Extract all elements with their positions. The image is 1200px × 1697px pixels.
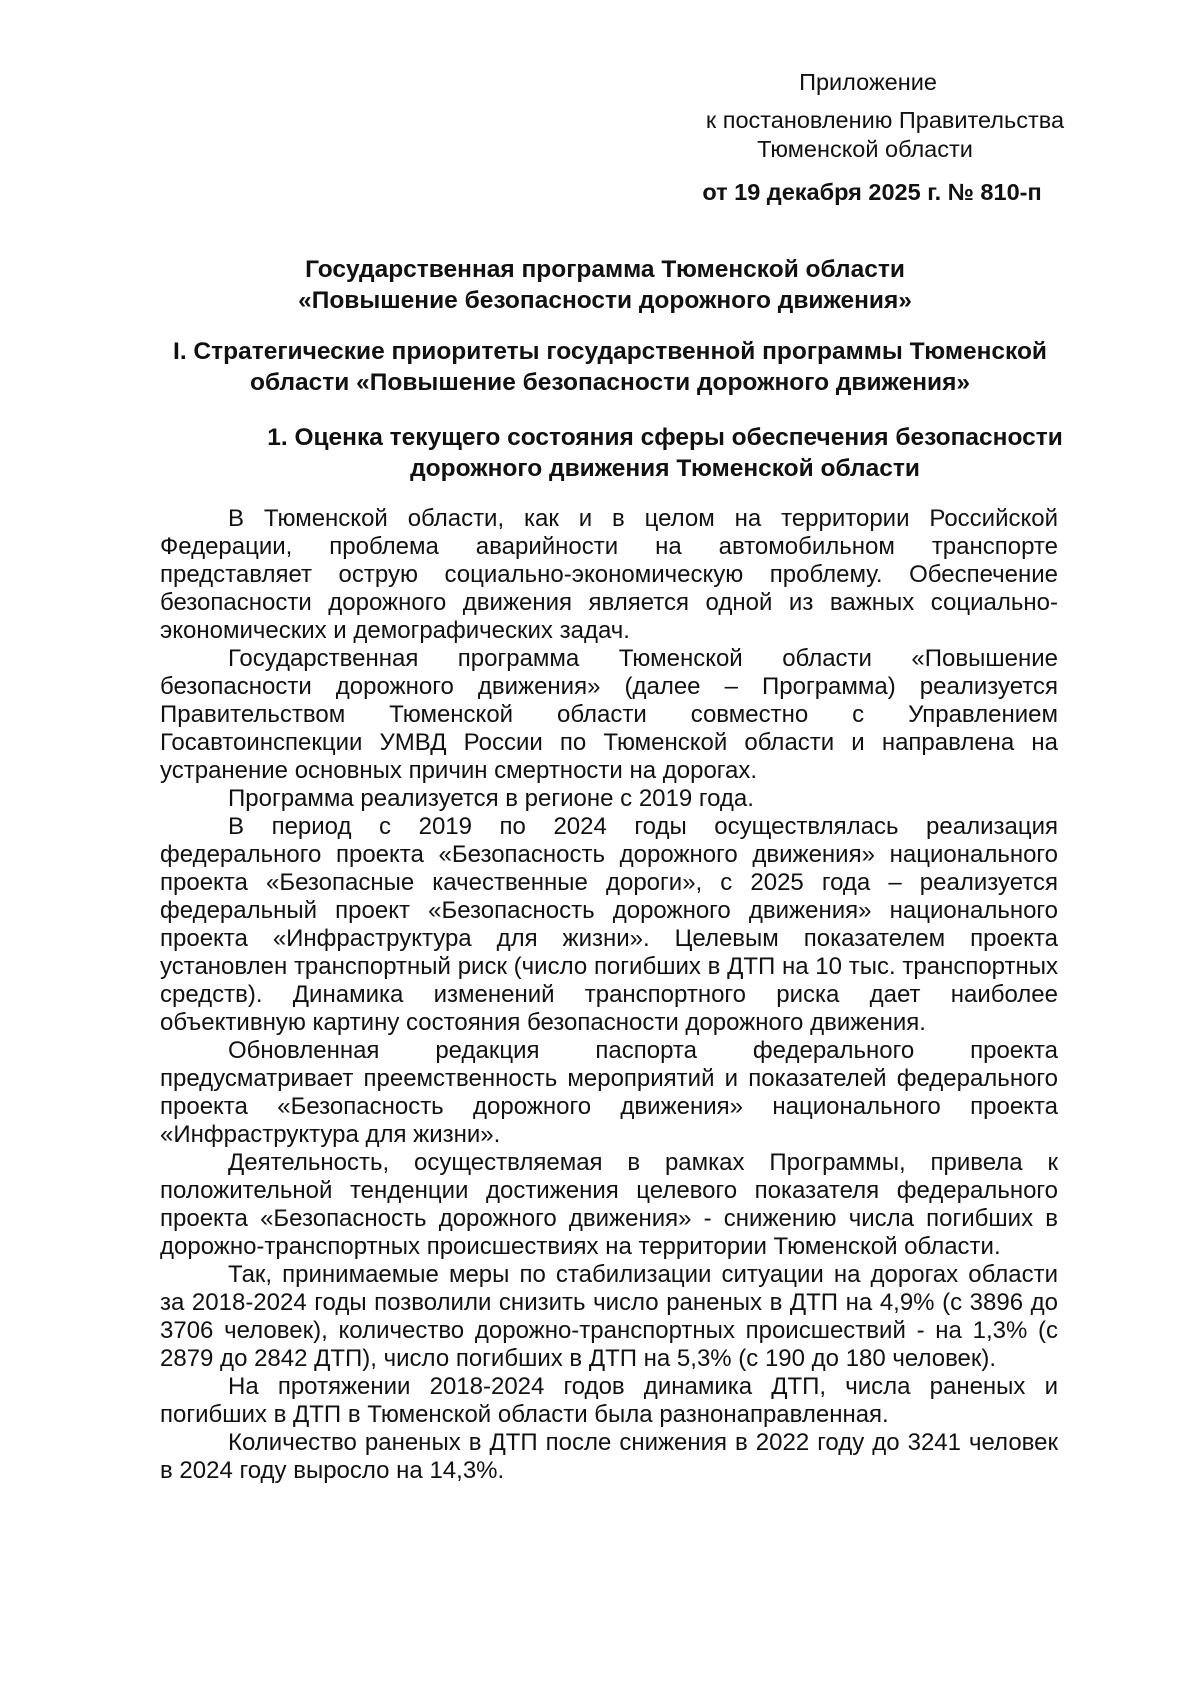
decree-reference-line2: Тюменской области	[757, 136, 973, 162]
program-title-line2: «Повышение безопасности дорожного движения»	[298, 287, 912, 314]
paragraph: В Тюменской области, как и в целом на территории Российской Федерации, проблема аварийности на автомобильном транспорте представляет острую социально-экономическую проблему. Обеспечение безопасности дорожного движения является одной из важных социально-экономических и демографических задач.	[160, 505, 1058, 644]
section-heading	[160, 336, 1060, 398]
decree-reference-line1: к постановлению Правительства	[705, 107, 1065, 133]
decree-date-number: от 19 декабря 2025 г. № 810-п	[702, 179, 1042, 205]
program-title	[160, 254, 1050, 316]
paragraph: Программа реализуется в регионе с 2019 года.	[228, 785, 754, 812]
paragraph: Государственная программа Тюменской области «Повышение безопасности дорожного движения» (далее – Программа) реализуется Правительством Тюменской области совместно с Управлением Госавтоинспекции УМВД России по Тюменской области и направлена на устранение основных причин смертности на дорогах.	[160, 645, 1058, 784]
paragraph: На протяжении 2018-2024 годов динамика ДТП, числа раненых и погибших в ДТП в Тюменской области была разнонаправленная.	[160, 1373, 1058, 1428]
body-text	[160, 505, 1058, 1485]
subsection-heading-line2: дорожного движения Тюменской области	[410, 455, 920, 482]
appendix-label: Приложение	[799, 69, 937, 95]
program-title-line1: Государственная программа Тюменской области	[305, 256, 905, 283]
appendix-header	[640, 68, 1130, 207]
paragraph: Количество раненых в ДТП после снижения в 2022 году до 3241 человек в 2024 году выросло на 14,3%.	[160, 1429, 1058, 1484]
subsection-heading-line1: 1. Оценка текущего состояния сферы обеспечения безопасности	[267, 424, 1063, 451]
paragraph: Деятельность, осуществляемая в рамках Программы, привела к положительной тенденции достижения целевого показателя федерального проекта «Безопасность дорожного движения» - снижению числа погибших в дорожно-транспортных происшествиях на территории Тюменской области.	[160, 1149, 1058, 1260]
paragraph: Так, принимаемые меры по стабилизации ситуации на дорогах области за 2018-2024 годы позволили снизить число раненых в ДТП на 4,9% (с 3896 до 3706 человек), количество дорожно-транспортных происшествий - на 1,3% (с 2879 до 2842 ДТП), число погибших в ДТП на 5,3% (с 190 до 180 человек).	[160, 1261, 1058, 1372]
paragraph: Обновленная редакция паспорта федерального проекта предусматривает преемственность мероприятий и показателей федерального проекта «Безопасность дорожного движения» национального проекта «Инфраструктура для жизни».	[160, 1037, 1058, 1148]
section-heading-line2: области «Повышение безопасности дорожного движения»	[249, 369, 970, 396]
paragraph: В период с 2019 по 2024 годы осуществлялась реализация федерального проекта «Безопасность дорожного движения» национального проекта «Безопасные качественные дороги», с 2025 года – реализуется федеральный проект «Безопасность дорожного движения» национального проекта «Инфраструктура для жизни». Целевым показателем проекта установлен транспортный риск (число погибших в ДТП на 10 тыс. транспортных средств). Динамика изменений транспортного риска дает наиболее объективную картину состояния безопасности дорожного движения.	[160, 813, 1058, 1036]
section-heading-line1: I. Стратегические приоритеты государственной программы Тюменской	[173, 338, 1047, 365]
subsection-heading	[240, 422, 1090, 484]
